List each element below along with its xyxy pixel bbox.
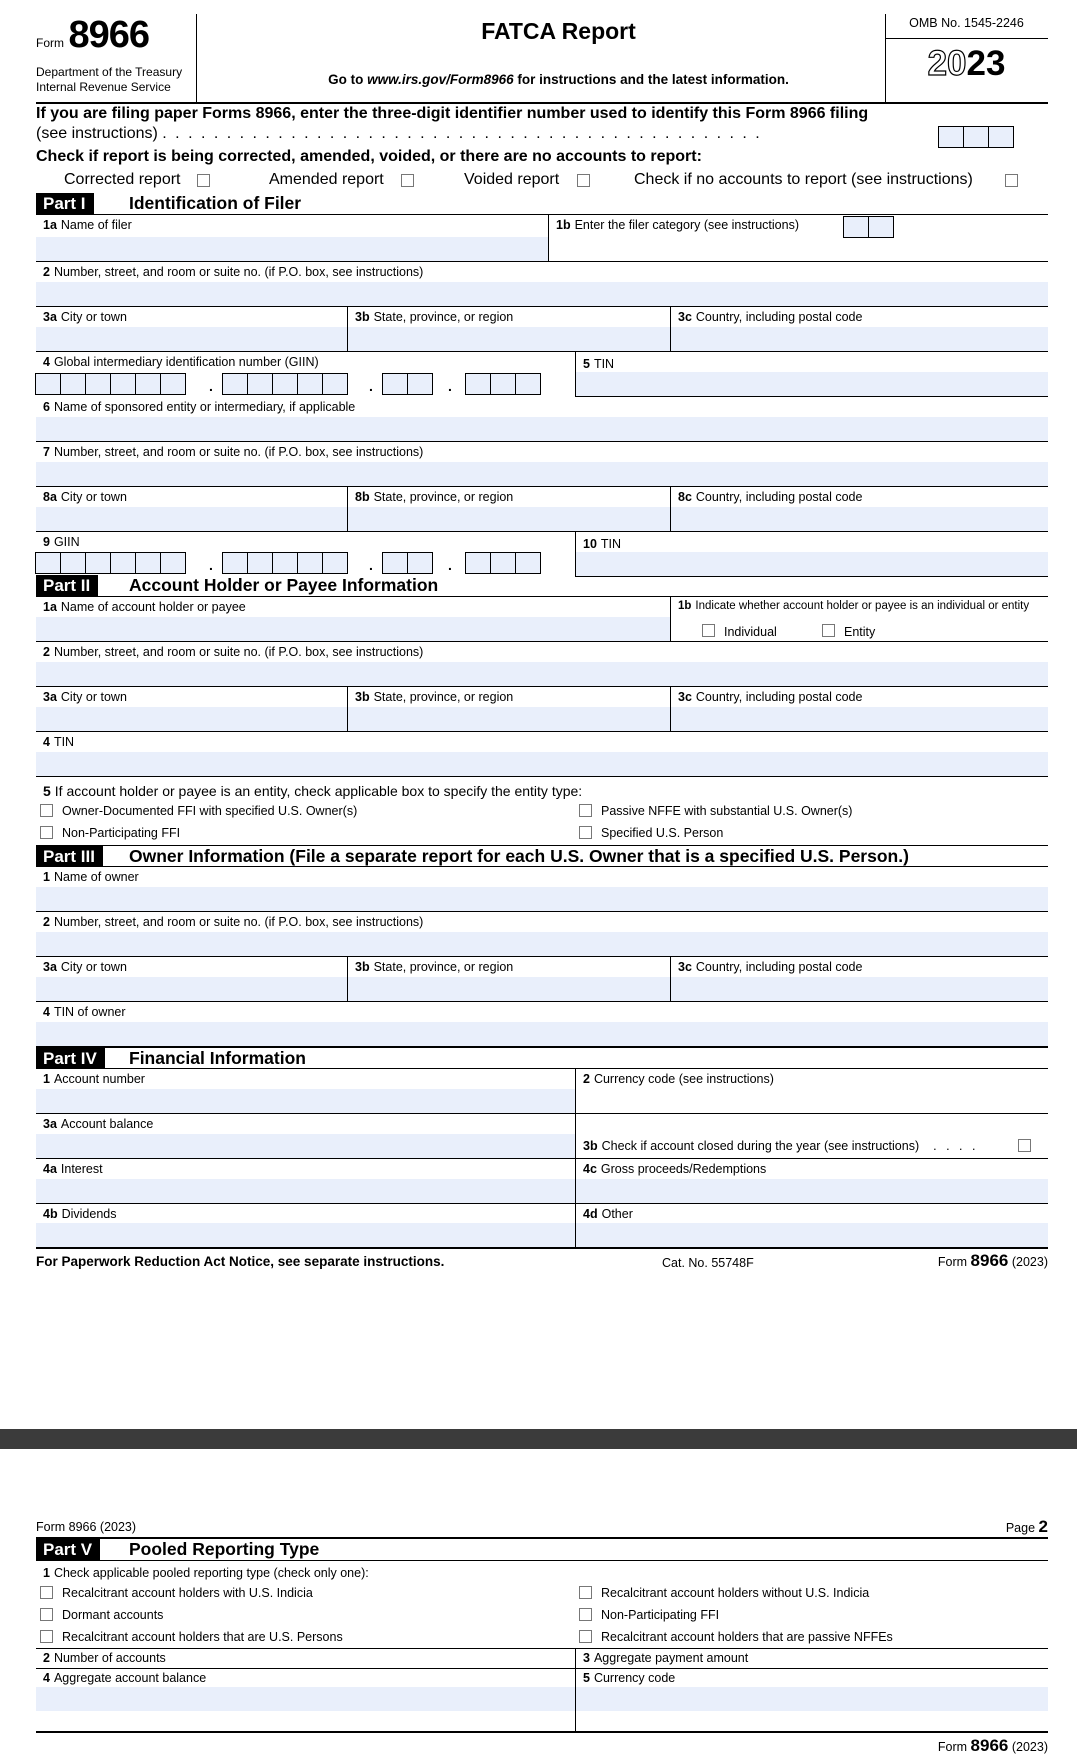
identifier-instruction-2: (see instructions) . . . . . . . . . . . . . . . . . . . . . . . . . . . . . . . . . . . . . . . . . . . . . . . — [36, 125, 762, 142]
filer-state-field: 3b State, province, or region — [348, 307, 670, 352]
part-1-header: Part I Identification of Filer — [36, 193, 1048, 215]
recalcitrant-with-indicia-label: Recalcitrant account holders with U.S. Indicia — [62, 1586, 313, 1600]
account-closed-checkbox[interactable] — [1018, 1139, 1031, 1152]
recalcitrant-without-indicia-checkbox[interactable] — [579, 1586, 592, 1599]
specified-us-person-label: Specified U.S. Person — [601, 826, 724, 840]
holder-country-field: 3c Country, including postal code — [671, 687, 1048, 732]
irs-url[interactable]: www.irs.gov/Form8966 — [367, 72, 514, 87]
sponsored-country-input[interactable] — [671, 507, 1048, 531]
filer-name-field: 1a Name of filer — [36, 215, 548, 262]
pooled-non-participating-ffi-label: Non-Participating FFI — [601, 1608, 720, 1622]
amended-label: Amended report — [269, 171, 384, 188]
filer-category-boxes[interactable] — [844, 216, 894, 238]
aggregate-payment-field: 3 Aggregate payment amount — [576, 1649, 1048, 1669]
page-number: Page 2 — [1005, 1517, 1048, 1536]
recalcitrant-passive-nffes-checkbox[interactable] — [579, 1630, 592, 1643]
dormant-accounts-label: Dormant accounts — [62, 1608, 164, 1622]
dividends-input[interactable] — [36, 1223, 575, 1247]
entity-type-question: 5 If account holder or payee is an entity, check applicable box to specify the entity type: — [43, 783, 583, 799]
holder-name-field: 1a Name of account holder or payee — [36, 597, 670, 642]
sponsored-tin-field: 10 TIN — [576, 532, 1048, 577]
sponsored-country-field: 8c Country, including postal code — [671, 487, 1048, 532]
page-2 — [36, 1449, 1048, 1759]
aggregate-balance-input[interactable] — [36, 1687, 575, 1711]
paperwork-notice: For Paperwork Reduction Act Notice, see separate instructions. — [36, 1254, 445, 1269]
pooled-type-question: 1 Check applicable pooled reporting type (check only one): — [43, 1566, 369, 1580]
tax-year: 2023 — [927, 44, 1006, 83]
sponsored-entity-field: 6 Name of sponsored entity or intermediary, if applicable — [36, 397, 1048, 442]
owner-tin-input[interactable] — [36, 1022, 1048, 1046]
filer-address-field: 2 Number, street, and room or suite no. (if P.O. box, see instructions) — [36, 262, 1048, 307]
no-accounts-label: Check if no accounts to report (see instructions) — [634, 171, 973, 188]
other-field: 4d Other — [576, 1204, 1048, 1249]
owner-name-field: 1 Name of owner — [36, 867, 1048, 912]
filer-tin-field: 5 TIN — [576, 352, 1048, 397]
currency-code-field-2: 5 Currency code — [576, 1669, 1048, 1733]
filer-giin-boxes-3[interactable] — [383, 373, 433, 395]
passive-nffe-checkbox[interactable] — [579, 804, 592, 817]
filer-category-field: 1b Enter the filer category (see instructions) — [549, 215, 1048, 262]
holder-type-field: 1b Indicate whether account holder or payee is an individual or entity — [671, 597, 1048, 642]
sponsored-city-input[interactable] — [36, 507, 347, 531]
holder-city-field: 3a City or town — [36, 687, 347, 732]
filer-giin-boxes-1[interactable] — [36, 373, 186, 395]
gross-proceeds-input[interactable] — [576, 1179, 1048, 1203]
department: Department of the Treasury Internal Revenue Service — [36, 65, 183, 94]
filer-city-field: 3a City or town — [36, 307, 347, 352]
filer-giin-boxes-4[interactable] — [466, 373, 541, 395]
interest-field: 4a Interest — [36, 1159, 575, 1204]
owner-documented-ffi-label: Owner-Documented FFI with specified U.S. Owner(s) — [62, 804, 358, 818]
form-number: 8966 — [68, 14, 149, 56]
corrected-checkbox[interactable] — [197, 174, 210, 187]
sponsored-giin-field: 9 GIIN — [43, 535, 80, 549]
owner-tin-field: 4 TIN of owner — [36, 1002, 1048, 1047]
page-separator — [0, 1429, 1077, 1449]
sponsored-address-field: 7 Number, street, and room or suite no. (if P.O. box, see instructions) — [36, 442, 1048, 487]
recalcitrant-us-persons-checkbox[interactable] — [40, 1630, 53, 1643]
filer-state-input[interactable] — [348, 327, 670, 351]
filer-country-input[interactable] — [671, 327, 1048, 351]
holder-state-input[interactable] — [348, 707, 670, 731]
sponsored-address-input[interactable] — [36, 462, 1048, 486]
filer-giin-field: 4 Global intermediary identification number (GIIN) — [43, 355, 319, 369]
part-4-header: Part IV Financial Information — [36, 1047, 1048, 1069]
number-of-accounts-field: 2 Number of accounts — [36, 1649, 575, 1669]
no-accounts-checkbox[interactable] — [1005, 174, 1018, 187]
form-title: FATCA Report — [481, 18, 636, 44]
recalcitrant-without-indicia-label: Recalcitrant account holders without U.S. Indicia — [601, 1586, 870, 1600]
gross-proceeds-field: 4c Gross proceeds/Redemptions — [576, 1159, 1048, 1204]
owner-name-input[interactable] — [36, 887, 1048, 911]
sponsored-entity-input[interactable] — [36, 417, 1048, 441]
sponsored-giin-boxes-3[interactable] — [383, 552, 433, 574]
amended-checkbox[interactable] — [401, 174, 414, 187]
owner-country-input[interactable] — [671, 977, 1048, 1001]
currency-code-input-2[interactable] — [576, 1687, 1048, 1711]
non-participating-ffi-label: Non-Participating FFI — [62, 826, 181, 840]
recalcitrant-with-indicia-checkbox[interactable] — [40, 1586, 53, 1599]
dividends-field: 4b Dividends — [36, 1204, 575, 1249]
part-5-header: Part V Pooled Reporting Type — [36, 1539, 1048, 1561]
account-balance-field: 3a Account balance — [36, 1114, 575, 1159]
owner-state-field: 3b State, province, or region — [348, 957, 670, 1002]
owner-state-input[interactable] — [348, 977, 670, 1001]
account-number-input[interactable] — [36, 1089, 575, 1113]
sponsored-state-input[interactable] — [348, 507, 670, 531]
pooled-non-participating-ffi-checkbox[interactable] — [579, 1608, 592, 1621]
owner-documented-ffi-checkbox[interactable] — [40, 804, 53, 817]
omb-number: OMB No. 1545-2246 — [909, 16, 1024, 30]
individual-checkbox[interactable] — [702, 624, 715, 637]
footer-form-id: Form 8966 (2023) — [937, 1251, 1048, 1270]
aggregate-balance-field: 4 Aggregate account balance — [36, 1669, 575, 1733]
owner-city-field: 3a City or town — [36, 957, 347, 1002]
passive-nffe-label: Passive NFFE with substantial U.S. Owner(s) — [601, 804, 853, 818]
entity-label: Entity — [844, 625, 876, 639]
recalcitrant-us-persons-label: Recalcitrant account holders that are U.S. Persons — [62, 1630, 343, 1644]
instructions-link-line: Go to www.irs.gov/Form8966 for instructions and the latest information. — [328, 72, 789, 87]
individual-label: Individual — [724, 625, 777, 639]
voided-checkbox[interactable] — [577, 174, 590, 187]
form-id: Form 8966 — [36, 14, 149, 56]
currency-code-field: 2 Currency code (see instructions) — [576, 1069, 1048, 1114]
part-2-header: Part II Account Holder or Payee Information — [36, 575, 1048, 597]
holder-address-field: 2 Number, street, and room or suite no. (if P.O. box, see instructions) — [36, 642, 1048, 687]
sponsored-state-field: 8b State, province, or region — [348, 487, 670, 532]
recalcitrant-passive-nffes-label: Recalcitrant account holders that are passive NFFEs — [601, 1630, 893, 1644]
dormant-accounts-checkbox[interactable] — [40, 1608, 53, 1621]
voided-label: Voided report — [464, 171, 560, 188]
holder-tin-field: 4 TIN — [36, 732, 1048, 777]
sponsored-city-field: 8a City or town — [36, 487, 347, 532]
holder-name-input[interactable] — [36, 617, 670, 641]
owner-country-field: 3c Country, including postal code — [671, 957, 1048, 1002]
identifier-instruction: If you are filing paper Forms 8966, enter the three-digit identifier number used to identify this Form 8966 filing — [36, 105, 869, 122]
sponsored-tin-input[interactable] — [576, 552, 1048, 576]
page2-footer-form-id: Form 8966 (2023) — [937, 1736, 1048, 1755]
owner-city-input[interactable] — [36, 977, 347, 1001]
filer-name-input[interactable] — [36, 237, 548, 261]
other-input[interactable] — [576, 1223, 1048, 1247]
identifier-number-boxes[interactable] — [939, 126, 1014, 148]
holder-state-field: 3b State, province, or region — [348, 687, 670, 732]
entity-checkbox[interactable] — [822, 624, 835, 637]
sponsored-giin-boxes-1[interactable] — [36, 552, 186, 574]
owner-address-input[interactable] — [36, 932, 1048, 956]
corrected-label: Corrected report — [64, 171, 181, 188]
filer-country-field: 3c Country, including postal code — [671, 307, 1048, 352]
holder-address-input[interactable] — [36, 662, 1048, 686]
filer-city-input[interactable] — [36, 327, 347, 351]
sponsored-giin-boxes-2[interactable] — [223, 552, 348, 574]
page-1: Form 8966 Department of the Treasury Internal Revenue Service FATCA Report Go to www.irs.gov/Form8966 for instructions and the latest information. OMB No. 1545-2246 2023 If you are filing paper Forms 8966, enter the three-digit identifier number used to identify this Form 8966 filing (see instructions) . . . . . . . . . . . . . . . . . . . . . . . . . . . . . . . . . . . . . . . . . . . . . . . Check if report is being corrected, amended, voided, or there are no accounts to report: Corrected report Amended report Voided report Check if no accounts to report (see instructions) Part I Identification of Filer 1a Name of filer 1b Enter the filer category (see instructions) 2 Number, street, and room or suite no. (if P.O. box, see instructions) 3a City or town 3b State, province, or region 3c Country, including postal code 4 Global intermediary identification number (GIIN) . . . 5 TIN 6 Name of sponsored entity or intermediary, if applicable 7 Number, street, and room or suite no. (if P.O. box, see instructions) 8a City or town 8b State, province, or region 8c Country, including postal code 9 GIIN . . . 10 TIN Part II Account Holder or Payee Information 1a Name of account holder or payee 1b Indicate whether account holder or payee is an individual or entity Individual Entity 2 Number, street, and room or suite no. (if P.O. box, see instructions) 3a City or town 3b State, province, or region 3c Country, including postal code 4 TIN 5 If account holder or payee is an entity, check applicable box to specify the entity type: Owner-Documented FFI with specified U.S. Owner(s) Passive NFFE with substantial U.S. Owner(s) Non-Participating FFI Specified U.S. Person Part III Owner Information (File a separate report for each U.S. Owner that is a specified U.S. Person.) 1 Name of owner 2 Number, street, and room or suite no. (if P.O. box, see instructions) 3a City or town 3b State, province, or region 3c Country, including postal code 4 TIN of owner Part IV Financial Information 1 Account number 2 Currency code (see instructions) 3a Account balance 3b Check if account closed during the year (see instructions) . . . . 4a Interest 4c Gross proceeds/Redemptions 4b Dividends 4d Other For Paperwork Reduction Act Notice, see separate instructions. Cat. No. 55748F Form 8966 (2023) — [36, 14, 1048, 1270]
filer-tin-input[interactable] — [576, 372, 1048, 396]
account-closed-field: 3b Check if account closed during the year (see instructions) . . . . — [576, 1114, 1048, 1159]
report-type-question: Check if report is being corrected, amended, voided, or there are no accounts to report: — [36, 148, 702, 165]
owner-address-field: 2 Number, street, and room or suite no. (if P.O. box, see instructions) — [36, 912, 1048, 957]
holder-country-input[interactable] — [671, 707, 1048, 731]
cat-number: Cat. No. 55748F — [662, 1256, 754, 1270]
non-participating-ffi-checkbox[interactable] — [40, 826, 53, 839]
filer-giin-boxes-2[interactable] — [223, 373, 348, 395]
page2-form-id: Form 8966 (2023) — [36, 1520, 137, 1534]
sponsored-giin-boxes-4[interactable] — [466, 552, 541, 574]
account-balance-input[interactable] — [36, 1134, 575, 1158]
specified-us-person-checkbox[interactable] — [579, 826, 592, 839]
holder-city-input[interactable] — [36, 707, 347, 731]
filer-address-input[interactable] — [36, 282, 1048, 306]
account-number-field: 1 Account number — [36, 1069, 575, 1114]
part-3-header: Part III Owner Information (File a separate report for each U.S. Owner that is a specified U.S. Person.) — [36, 845, 1048, 867]
holder-tin-input[interactable] — [36, 752, 1048, 776]
interest-input[interactable] — [36, 1179, 575, 1203]
